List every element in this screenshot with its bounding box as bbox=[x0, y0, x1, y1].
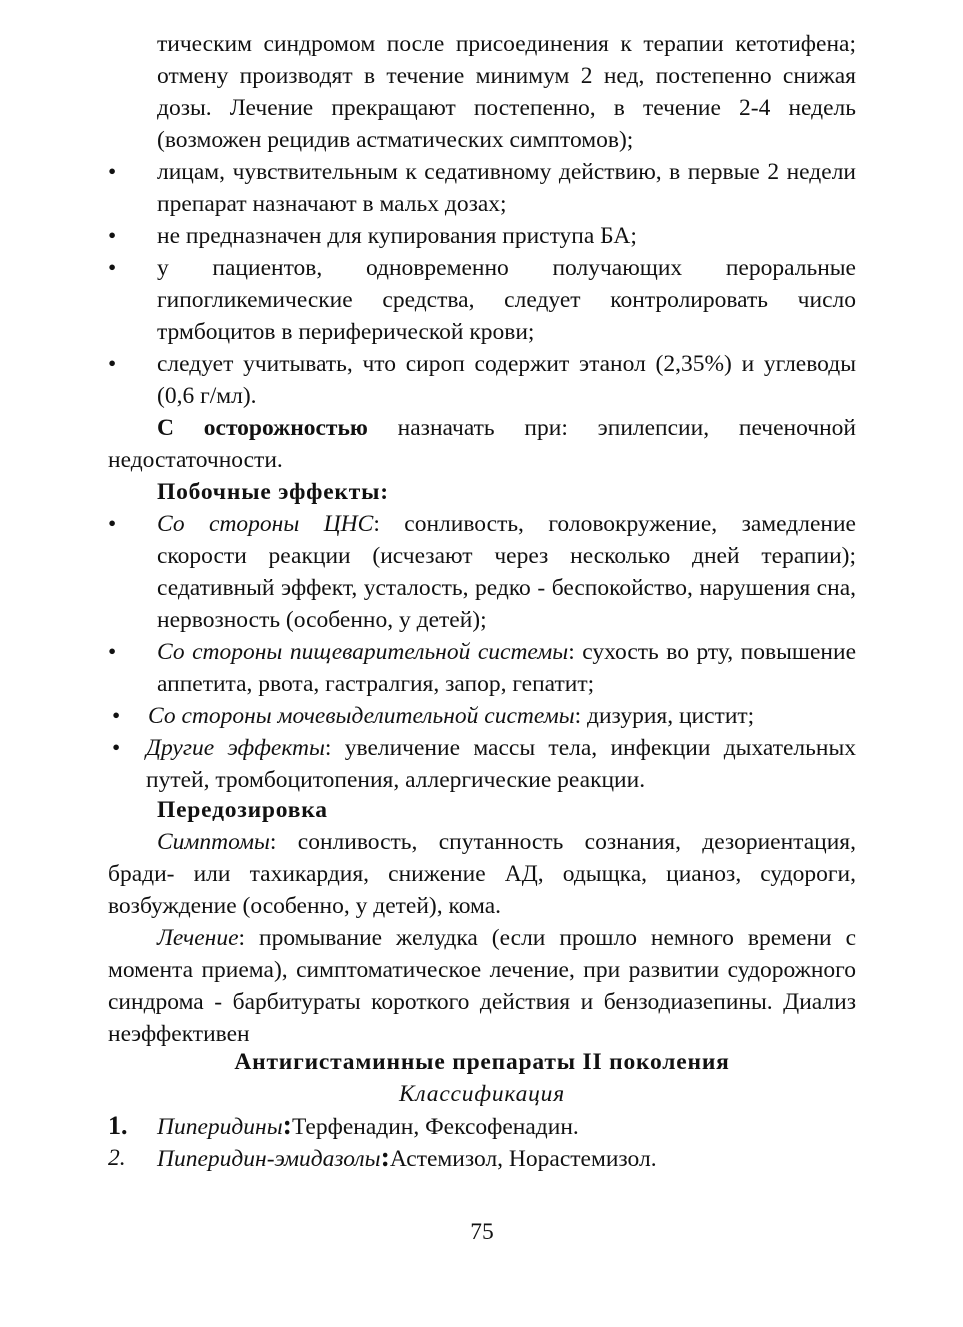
effect-text: : сухость во рту, повышение аппетита, рвота, гастралгия, запор, гепатит; bbox=[157, 639, 856, 697]
list-item-text bbox=[146, 732, 856, 796]
effect-text: : дизурия, цистит; bbox=[574, 703, 755, 729]
classification-heading: Классификация bbox=[399, 1081, 565, 1107]
list-item bbox=[108, 700, 856, 732]
list-item-text bbox=[157, 508, 856, 636]
symptoms-label: Симптомы bbox=[157, 829, 270, 855]
list-item-text: не предназначен для купирования приступа БА; bbox=[157, 223, 637, 249]
list-item bbox=[108, 508, 856, 636]
class-text: Астемизол, Норастемизол. bbox=[389, 1146, 657, 1172]
list-item bbox=[108, 252, 856, 348]
list-item-text bbox=[148, 700, 856, 732]
class-label: Пиперидин-эмидазолы bbox=[157, 1146, 381, 1172]
section-heading: Антигистаминные препараты II поколения bbox=[234, 1049, 730, 1075]
list-item-text: следует учитывать, что сироп содержит этанол (2,35%) и углеводы (0,6 г/мл). bbox=[157, 351, 856, 409]
bullet-icon: • bbox=[112, 735, 121, 761]
caution-label: С осторожностью bbox=[157, 415, 368, 441]
bullet-icon: • bbox=[108, 351, 117, 377]
effect-text: : сонливость, головокружение, замедление скорости реакции (исчезают через несколько дней терапии); седативный эффект, усталость, редко - беспокойство, нарушения сна, нервозность (особенно, у детей); bbox=[157, 511, 856, 633]
list-item bbox=[108, 636, 856, 700]
side-effects-heading: Побочные эффекты: bbox=[157, 479, 389, 505]
class-text: Терфенадин, Фексофенадин. bbox=[291, 1114, 579, 1140]
colon: : bbox=[282, 1110, 292, 1141]
effect-label: Со стороны пищеварительной системы bbox=[157, 639, 569, 665]
list-item bbox=[108, 1142, 856, 1175]
list-item bbox=[108, 156, 856, 220]
list-item-text bbox=[157, 636, 856, 700]
page-number: 75 bbox=[470, 1219, 494, 1245]
bullet-icon: • bbox=[108, 223, 117, 249]
list-item bbox=[108, 1110, 856, 1143]
symptoms-paragraph bbox=[108, 826, 856, 922]
class-label: Пиперидины bbox=[157, 1114, 283, 1140]
bullet-icon: • bbox=[108, 511, 117, 537]
continuation-paragraph: тическим синдромом после присоединения к терапии кетотифена; отмену производят в течение минимум 2 нед, постепенно снижая дозы. Лечение прекращают постепенно, в течение 2-4 недель (возможен рецидив астматических симптомов); bbox=[157, 31, 856, 153]
list-number: 2. bbox=[108, 1145, 126, 1171]
overdose-heading: Передозировка bbox=[157, 797, 328, 823]
list-item-text bbox=[157, 1142, 856, 1175]
bullet-icon: • bbox=[108, 159, 117, 185]
symptoms-text: : сонливость, спутанность сознания, дезориентация, бради- или тахикардия, снижение АД, одыщка, цианоз, судороги, возбуждение (особенно, у детей), кома. bbox=[108, 829, 856, 919]
treatment-label: Лечение bbox=[157, 925, 239, 951]
list-item bbox=[108, 732, 856, 796]
list-item-text: у пациентов, одновременно получающих пероральные гипогликемические средства, следует контролировать число трмбоцитов в периферической крови; bbox=[157, 255, 856, 345]
bullet-icon: • bbox=[108, 255, 117, 281]
effect-label: Другие эффекты bbox=[146, 735, 325, 761]
list-item-text: лицам, чувствительным к седативному действию, в первые 2 недели препарат назначают в мальх дозах; bbox=[157, 159, 856, 217]
bullet-icon: • bbox=[112, 703, 121, 729]
effect-text: : увеличение массы тела, инфекции дыхательных путей, тромбоцитопения, аллергические реакции. bbox=[146, 735, 856, 793]
list-item bbox=[108, 348, 856, 412]
colon: : bbox=[380, 1142, 390, 1173]
effect-label: Со стороны мочевыделительной системы bbox=[148, 703, 575, 729]
bullet-icon: • bbox=[108, 639, 117, 665]
list-number: 1. bbox=[108, 1111, 128, 1140]
list-item bbox=[108, 220, 856, 252]
list-item-text bbox=[157, 1110, 856, 1143]
treatment-text: : промывание желудка (если прошло немного времени с момента приема), симптоматическое лечение, при развитии судорожного синдрома - барбитураты короткого действия и бензодиазепины. Диализ неэффективен bbox=[108, 925, 856, 1047]
effect-label: Со стороны ЦНС bbox=[157, 511, 374, 537]
caution-text: назначать при: эпилепсии, печеночной недостаточности. bbox=[108, 415, 856, 473]
caution-paragraph bbox=[108, 412, 856, 476]
treatment-paragraph bbox=[108, 922, 856, 1050]
